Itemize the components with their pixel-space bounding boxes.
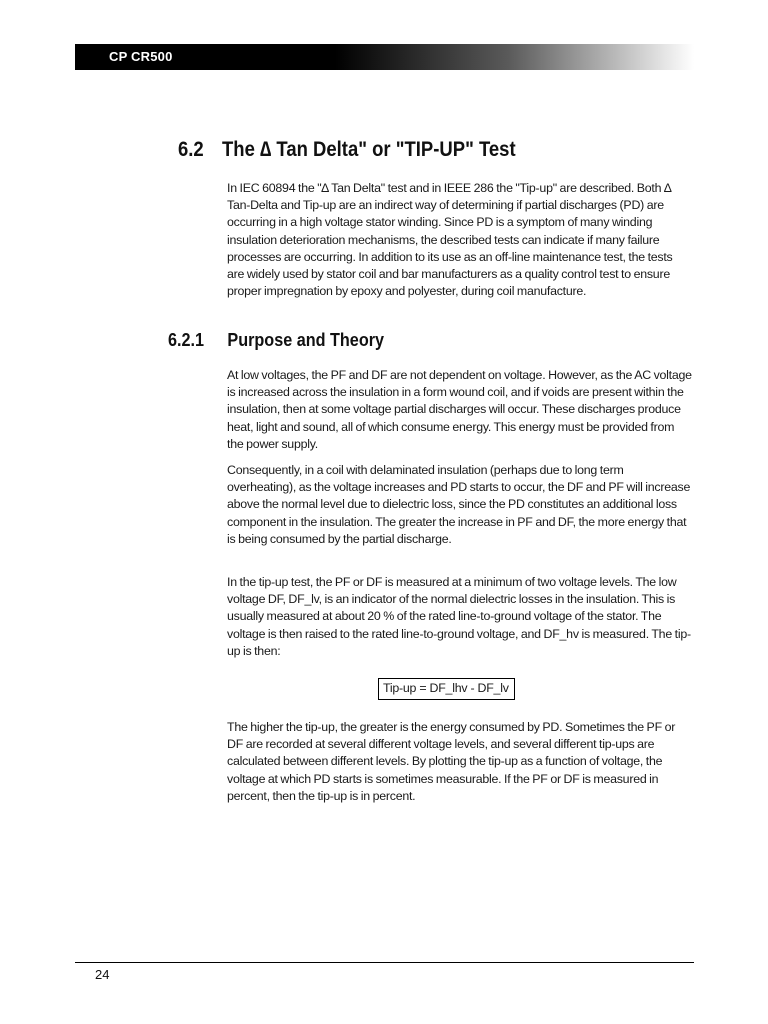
body-paragraph: The higher the tip-up, the greater is the energy consumed by PD. Sometimes the PF or DF are recorded at several different voltage levels, and several different tip-ups are calculated between different levels. By plotting the tip-up as a function of voltage, the voltage at which PD starts is sometimes measurable. If the PF or DF is measured in percent, then the tip-up is in percent. (227, 720, 676, 803)
header-bar (75, 44, 694, 70)
footer-divider (75, 962, 694, 963)
subsection-heading (168, 330, 384, 351)
body-paragraph: Consequently, in a coil with delaminated insulation (perhaps due to long term overheating), as the voltage increases and PD starts to occur, the DF and PF will increase above the normal level due to dielectric loss, since the PD constitutes an additional loss component in the insulation. The greater the increase in PF and DF, the more energy that is being consumed by the partial discharge. (227, 463, 691, 546)
tip-up-formula: Tip-up = DF_lhv - DF_lv (378, 678, 515, 700)
section-intro-paragraph: In IEC 60894 the "∆ Tan Delta" test and in IEEE 286 the "Tip-up" are described. Both ∆ Tan-Delta and Tip-up are an indirect way of determining if partial discharges (PD) are occurring in a high voltage stator winding. Since PD is a symptom of many winding insulation deterioration mechanisms, the described tests can indicate if many failure processes are occurring. In addition to its use as an off-line maintenance test, the tests are widely used by stator coil and bar manufacturers as a quality control test to ensure proper impregnation by epoxy and polyester, during coil manufacture. (227, 181, 673, 299)
subsection-title: Purpose and Theory (227, 330, 385, 350)
subsection-number: 6.2.1 (168, 330, 205, 350)
body-paragraph: At low voltages, the PF and DF are not dependent on voltage. However, as the AC voltage is increased across the insulation in a form wound coil, and if voids are present within the insulation, then at some voltage partial discharges will occur. These discharges produce heat, light and sound, all of which consume energy. This energy must be provided from the power supply. (227, 368, 692, 451)
section-title: The ∆ Tan Delta" or "TIP-UP" Test (222, 138, 516, 161)
body-paragraph: In the tip-up test, the PF or DF is measured at a minimum of two voltage levels. The low voltage DF, DF_lv, is an indicator of the normal dielectric losses in the insulation. This is usually measured at about 20 % of the rated line-to-ground voltage of the stator. The voltage is then raised to the rated line-to-ground voltage, and DF_hv is measured. The tip-up is then: (227, 575, 691, 658)
section-number: 6.2 (178, 138, 204, 161)
page-number: 24 (95, 967, 110, 982)
section-heading (178, 138, 516, 162)
header-title: CP CR500 (109, 49, 173, 64)
